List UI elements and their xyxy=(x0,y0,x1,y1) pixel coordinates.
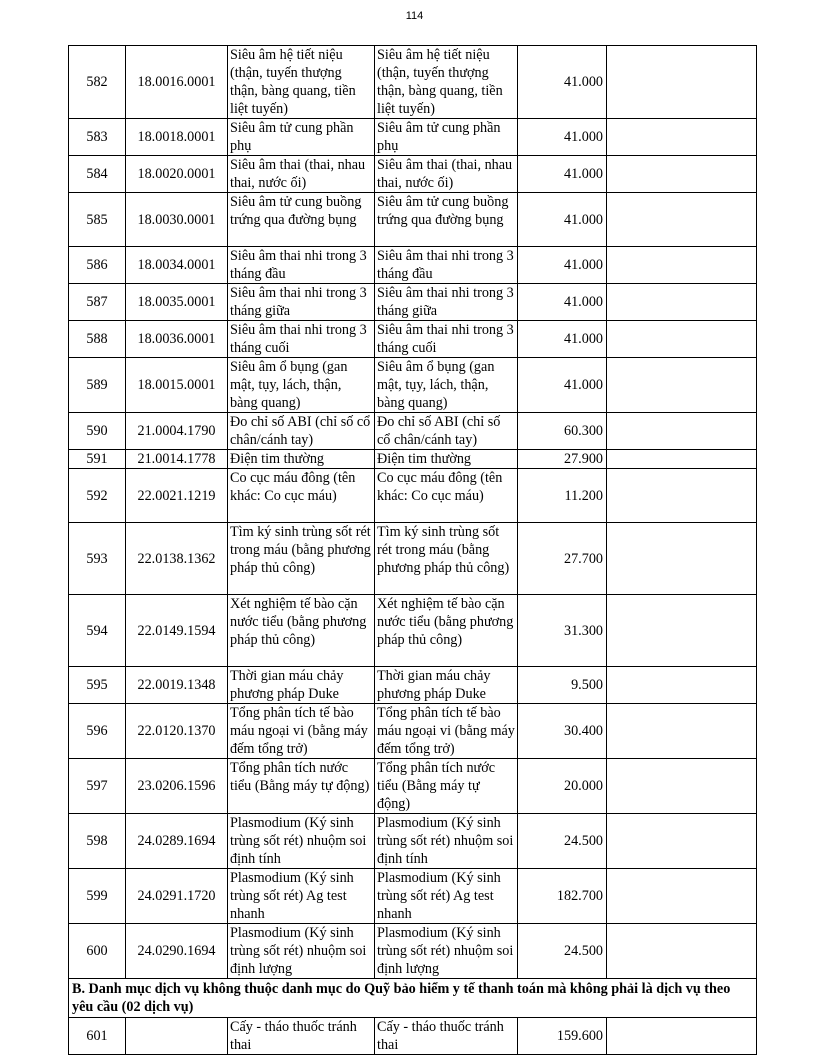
service-note xyxy=(607,1018,757,1055)
service-note xyxy=(607,523,757,595)
row-number: 600 xyxy=(69,924,126,979)
service-name-alt: Đo chỉ số ABI (chỉ số cổ chân/cánh tay) xyxy=(375,413,518,450)
service-note xyxy=(607,119,757,156)
service-name: Siêu âm tử cung phần phụ xyxy=(228,119,375,156)
service-name-alt: Tìm ký sinh trùng sốt rét trong máu (bằng phương pháp thủ công) xyxy=(375,523,518,595)
service-note xyxy=(607,193,757,247)
service-name: Tìm ký sinh trùng sốt rét trong máu (bằng phương pháp thủ công) xyxy=(228,523,375,595)
row-number: 590 xyxy=(69,413,126,450)
row-number: 601 xyxy=(69,1018,126,1055)
service-note xyxy=(607,247,757,284)
service-note xyxy=(607,704,757,759)
table-row xyxy=(69,469,757,523)
table-row xyxy=(69,1018,757,1055)
table-row xyxy=(69,667,757,704)
row-number: 582 xyxy=(69,46,126,119)
service-price: 20.000 xyxy=(518,759,607,814)
section-b-heading: B. Danh mục dịch vụ không thuộc danh mục do Quỹ bảo hiểm y tế thanh toán mà không phải là dịch vụ theo yêu cầu (02 dịch vụ) xyxy=(69,979,757,1018)
service-name: Siêu âm ổ bụng (gan mật, tụy, lách, thận, bàng quang) xyxy=(228,358,375,413)
service-code: 21.0004.1790 xyxy=(126,413,228,450)
service-price: 9.500 xyxy=(518,667,607,704)
service-name: Cấy - tháo thuốc tránh thai xyxy=(228,1018,375,1055)
table-row xyxy=(69,595,757,667)
table-row xyxy=(69,156,757,193)
service-name: Tổng phân tích tế bào máu ngoại vi (bằng máy đếm tổng trở) xyxy=(228,704,375,759)
service-code: 22.0021.1219 xyxy=(126,469,228,523)
service-name: Siêu âm thai (thai, nhau thai, nước ối) xyxy=(228,156,375,193)
service-name-alt: Điện tim thường xyxy=(375,450,518,469)
row-number: 585 xyxy=(69,193,126,247)
service-name-alt: Tổng phân tích tế bào máu ngoại vi (bằng máy đếm tổng trở) xyxy=(375,704,518,759)
service-code: 18.0018.0001 xyxy=(126,119,228,156)
service-price: 24.500 xyxy=(518,814,607,869)
service-note xyxy=(607,46,757,119)
table-row xyxy=(69,46,757,119)
service-note xyxy=(607,450,757,469)
service-price: 30.400 xyxy=(518,704,607,759)
service-code: 18.0036.0001 xyxy=(126,321,228,358)
row-number: 595 xyxy=(69,667,126,704)
service-code: 18.0034.0001 xyxy=(126,247,228,284)
service-price: 41.000 xyxy=(518,358,607,413)
service-note xyxy=(607,413,757,450)
service-price: 41.000 xyxy=(518,284,607,321)
service-price: 11.200 xyxy=(518,469,607,523)
table-row xyxy=(69,450,757,469)
table-body-a xyxy=(69,46,757,979)
row-number: 591 xyxy=(69,450,126,469)
table-row xyxy=(69,759,757,814)
service-name-alt: Plasmodium (Ký sinh trùng sốt rét) nhuộm soi định tính xyxy=(375,814,518,869)
service-price: 41.000 xyxy=(518,321,607,358)
table-row xyxy=(69,119,757,156)
service-code: 23.0206.1596 xyxy=(126,759,228,814)
section-b xyxy=(69,979,757,1018)
service-note xyxy=(607,667,757,704)
service-name-alt: Siêu âm hệ tiết niệu (thận, tuyến thượng thận, bàng quang, tiền liệt tuyến) xyxy=(375,46,518,119)
row-number: 593 xyxy=(69,523,126,595)
service-name: Điện tim thường xyxy=(228,450,375,469)
service-code: 24.0290.1694 xyxy=(126,924,228,979)
service-price: 41.000 xyxy=(518,119,607,156)
service-price: 41.000 xyxy=(518,247,607,284)
table-row xyxy=(69,321,757,358)
table-row xyxy=(69,523,757,595)
service-code: 24.0289.1694 xyxy=(126,814,228,869)
service-code: 21.0014.1778 xyxy=(126,450,228,469)
service-name: Siêu âm thai nhi trong 3 tháng cuối xyxy=(228,321,375,358)
service-name-alt: Siêu âm thai nhi trong 3 tháng giữa xyxy=(375,284,518,321)
row-number: 598 xyxy=(69,814,126,869)
service-code: 18.0020.0001 xyxy=(126,156,228,193)
service-name-alt: Plasmodium (Ký sinh trùng sốt rét) nhuộm soi định lượng xyxy=(375,924,518,979)
page-number: 114 xyxy=(405,10,424,22)
service-name-alt: Xét nghiệm tế bào cặn nước tiểu (bằng phương pháp thủ công) xyxy=(375,595,518,667)
service-name-alt: Siêu âm tử cung phần phụ xyxy=(375,119,518,156)
section-b-row xyxy=(69,979,757,1018)
service-code: 22.0149.1594 xyxy=(126,595,228,667)
service-code: 18.0035.0001 xyxy=(126,284,228,321)
service-name-alt: Siêu âm thai (thai, nhau thai, nước ối) xyxy=(375,156,518,193)
row-number: 588 xyxy=(69,321,126,358)
table-row xyxy=(69,704,757,759)
table-row xyxy=(69,193,757,247)
service-note xyxy=(607,814,757,869)
service-code xyxy=(126,1018,228,1055)
service-price-table xyxy=(68,45,757,1055)
service-name: Đo chỉ số ABI (chỉ số cổ chân/cánh tay) xyxy=(228,413,375,450)
service-code: 22.0120.1370 xyxy=(126,704,228,759)
service-name-alt: Siêu âm thai nhi trong 3 tháng đầu xyxy=(375,247,518,284)
service-code: 24.0291.1720 xyxy=(126,869,228,924)
service-name: Siêu âm hệ tiết niệu (thận, tuyến thượng thận, bàng quang, tiền liệt tuyến) xyxy=(228,46,375,119)
service-note xyxy=(607,595,757,667)
service-name-alt: Co cục máu đông (tên khác: Co cục máu) xyxy=(375,469,518,523)
service-name: Tổng phân tích nước tiểu (Bằng máy tự động) xyxy=(228,759,375,814)
service-name: Co cục máu đông (tên khác: Co cục máu) xyxy=(228,469,375,523)
table-row xyxy=(69,284,757,321)
service-note xyxy=(607,869,757,924)
row-number: 586 xyxy=(69,247,126,284)
service-note xyxy=(607,321,757,358)
service-note xyxy=(607,759,757,814)
service-name: Siêu âm tử cung buồng trứng qua đường bụng xyxy=(228,193,375,247)
row-number: 599 xyxy=(69,869,126,924)
service-note xyxy=(607,358,757,413)
service-price: 41.000 xyxy=(518,193,607,247)
service-note xyxy=(607,469,757,523)
service-name: Siêu âm thai nhi trong 3 tháng đầu xyxy=(228,247,375,284)
table-row xyxy=(69,924,757,979)
service-name-alt: Siêu âm ổ bụng (gan mật, tụy, lách, thận, bàng quang) xyxy=(375,358,518,413)
service-price: 159.600 xyxy=(518,1018,607,1055)
row-number: 594 xyxy=(69,595,126,667)
row-number: 597 xyxy=(69,759,126,814)
row-number: 589 xyxy=(69,358,126,413)
service-name: Plasmodium (Ký sinh trùng sốt rét) nhuộm soi định tính xyxy=(228,814,375,869)
service-note xyxy=(607,924,757,979)
service-code: 18.0015.0001 xyxy=(126,358,228,413)
table-body-b xyxy=(69,1018,757,1055)
service-note xyxy=(607,156,757,193)
table-row xyxy=(69,247,757,284)
service-name: Siêu âm thai nhi trong 3 tháng giữa xyxy=(228,284,375,321)
service-name-alt: Thời gian máu chảy phương pháp Duke xyxy=(375,667,518,704)
service-name-alt: Plasmodium (Ký sinh trùng sốt rét) Ag test nhanh xyxy=(375,869,518,924)
service-code: 18.0030.0001 xyxy=(126,193,228,247)
table-row xyxy=(69,869,757,924)
table-row xyxy=(69,358,757,413)
row-number: 596 xyxy=(69,704,126,759)
service-name-alt: Tổng phân tích nước tiểu (Bằng máy tự động) xyxy=(375,759,518,814)
service-name: Plasmodium (Ký sinh trùng sốt rét) nhuộm soi định lượng xyxy=(228,924,375,979)
table-row xyxy=(69,814,757,869)
service-name: Thời gian máu chảy phương pháp Duke xyxy=(228,667,375,704)
service-name-alt: Cấy - tháo thuốc tránh thai xyxy=(375,1018,518,1055)
service-price: 31.300 xyxy=(518,595,607,667)
table-row xyxy=(69,413,757,450)
row-number: 583 xyxy=(69,119,126,156)
service-price: 27.700 xyxy=(518,523,607,595)
row-number: 592 xyxy=(69,469,126,523)
service-code: 22.0138.1362 xyxy=(126,523,228,595)
service-name-alt: Siêu âm tử cung buồng trứng qua đường bụng xyxy=(375,193,518,247)
service-price: 41.000 xyxy=(518,156,607,193)
service-price: 182.700 xyxy=(518,869,607,924)
row-number: 584 xyxy=(69,156,126,193)
service-code: 18.0016.0001 xyxy=(126,46,228,119)
service-name: Xét nghiệm tế bào cặn nước tiểu (bằng phương pháp thủ công) xyxy=(228,595,375,667)
service-price: 24.500 xyxy=(518,924,607,979)
service-price: 27.900 xyxy=(518,450,607,469)
service-price: 60.300 xyxy=(518,413,607,450)
service-price: 41.000 xyxy=(518,46,607,119)
service-name-alt: Siêu âm thai nhi trong 3 tháng cuối xyxy=(375,321,518,358)
row-number: 587 xyxy=(69,284,126,321)
service-note xyxy=(607,284,757,321)
service-code: 22.0019.1348 xyxy=(126,667,228,704)
service-name: Plasmodium (Ký sinh trùng sốt rét) Ag test nhanh xyxy=(228,869,375,924)
